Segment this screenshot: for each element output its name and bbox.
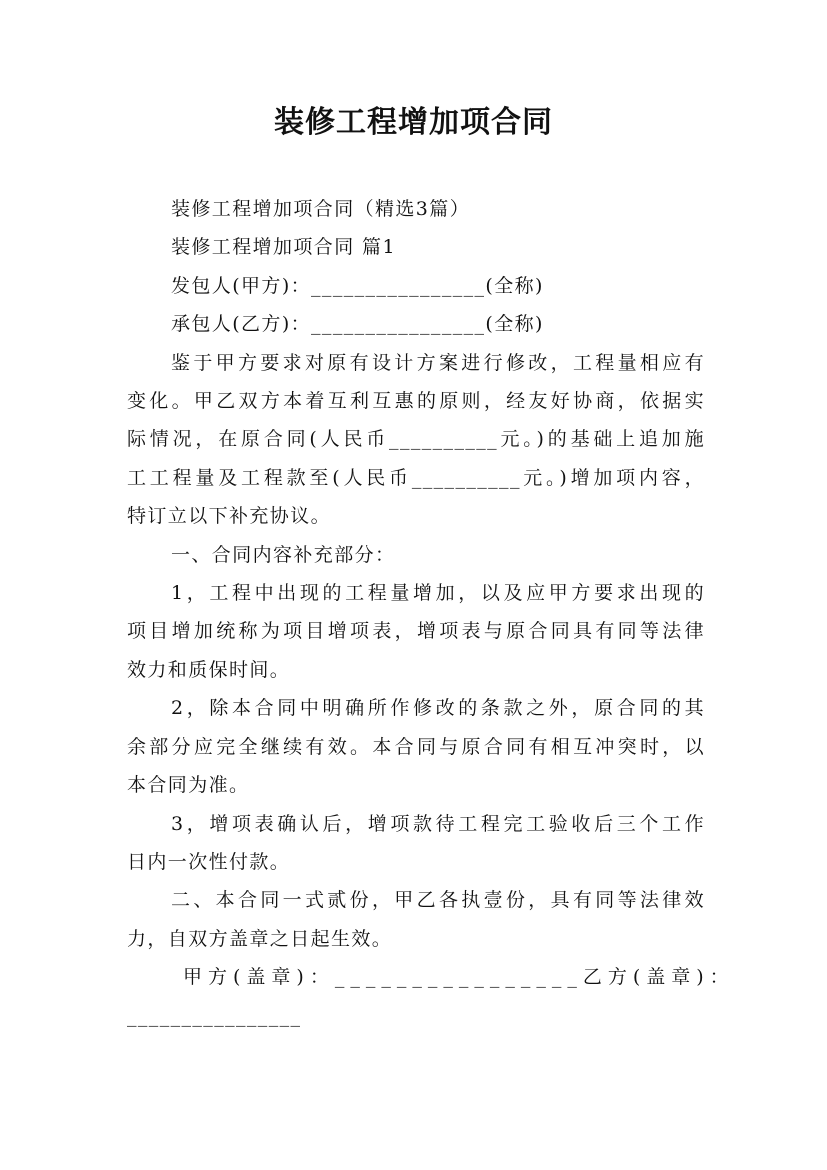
paragraph-line: 鉴于甲方要求对原有设计方案进行修改，工程量相应有 <box>171 351 705 374</box>
subtitle-line: 装修工程增加项合同（精选3篇） <box>171 198 471 220</box>
signature-line: 甲方(盖章)：________________乙方(盖章)： <box>183 966 735 989</box>
document-body <box>127 190 735 1035</box>
paragraph-line: 工工程量及工程款至(人民币__________元。)增加项内容， <box>127 466 705 489</box>
clause-line: 3，增项表确认后，增项款待工程完工验收后三个工作 <box>171 812 705 835</box>
clause-line: 日内一次性付款。 <box>127 850 291 873</box>
clause-line: 项目增加统称为项目增项表，增项表与原合同具有同等法律 <box>127 620 705 643</box>
section-heading: 装修工程增加项合同 篇1 <box>171 236 396 259</box>
party-a-line: 发包人(甲方)：________________(全称) <box>171 274 544 297</box>
party-b-line: 承包人(乙方)：________________(全称) <box>171 313 544 336</box>
clause-line: 2，除本合同中明确所作修改的条款之外，原合同的其 <box>171 697 705 720</box>
paragraph-line: 际情况，在原合同(人民币__________元。)的基础上追加施 <box>127 428 705 451</box>
clause-line: 二、本合同一式贰份，甲乙各执壹份，具有同等法律效 <box>171 889 705 912</box>
clause-line: 效力和质保时间。 <box>127 658 291 681</box>
clause-line: 1，工程中出现的工程量增加，以及应甲方要求出现的 <box>171 582 705 605</box>
paragraph-line: 变化。甲乙双方本着互利互惠的原则，经友好协商，依据实 <box>127 390 705 413</box>
clause-line: 力，自双方盖章之日起生效。 <box>127 927 393 950</box>
document-title: 装修工程增加项合同 <box>274 105 553 140</box>
clause-line: 余部分应完全继续有效。本合同与原合同有相互冲突时，以 <box>127 735 705 758</box>
paragraph-line: 特订立以下补充协议。 <box>127 505 332 528</box>
signature-blank: ________________ <box>127 1004 302 1027</box>
clause-heading: 一、合同内容补充部分： <box>171 543 396 566</box>
clause-line: 本合同为准。 <box>127 774 250 797</box>
